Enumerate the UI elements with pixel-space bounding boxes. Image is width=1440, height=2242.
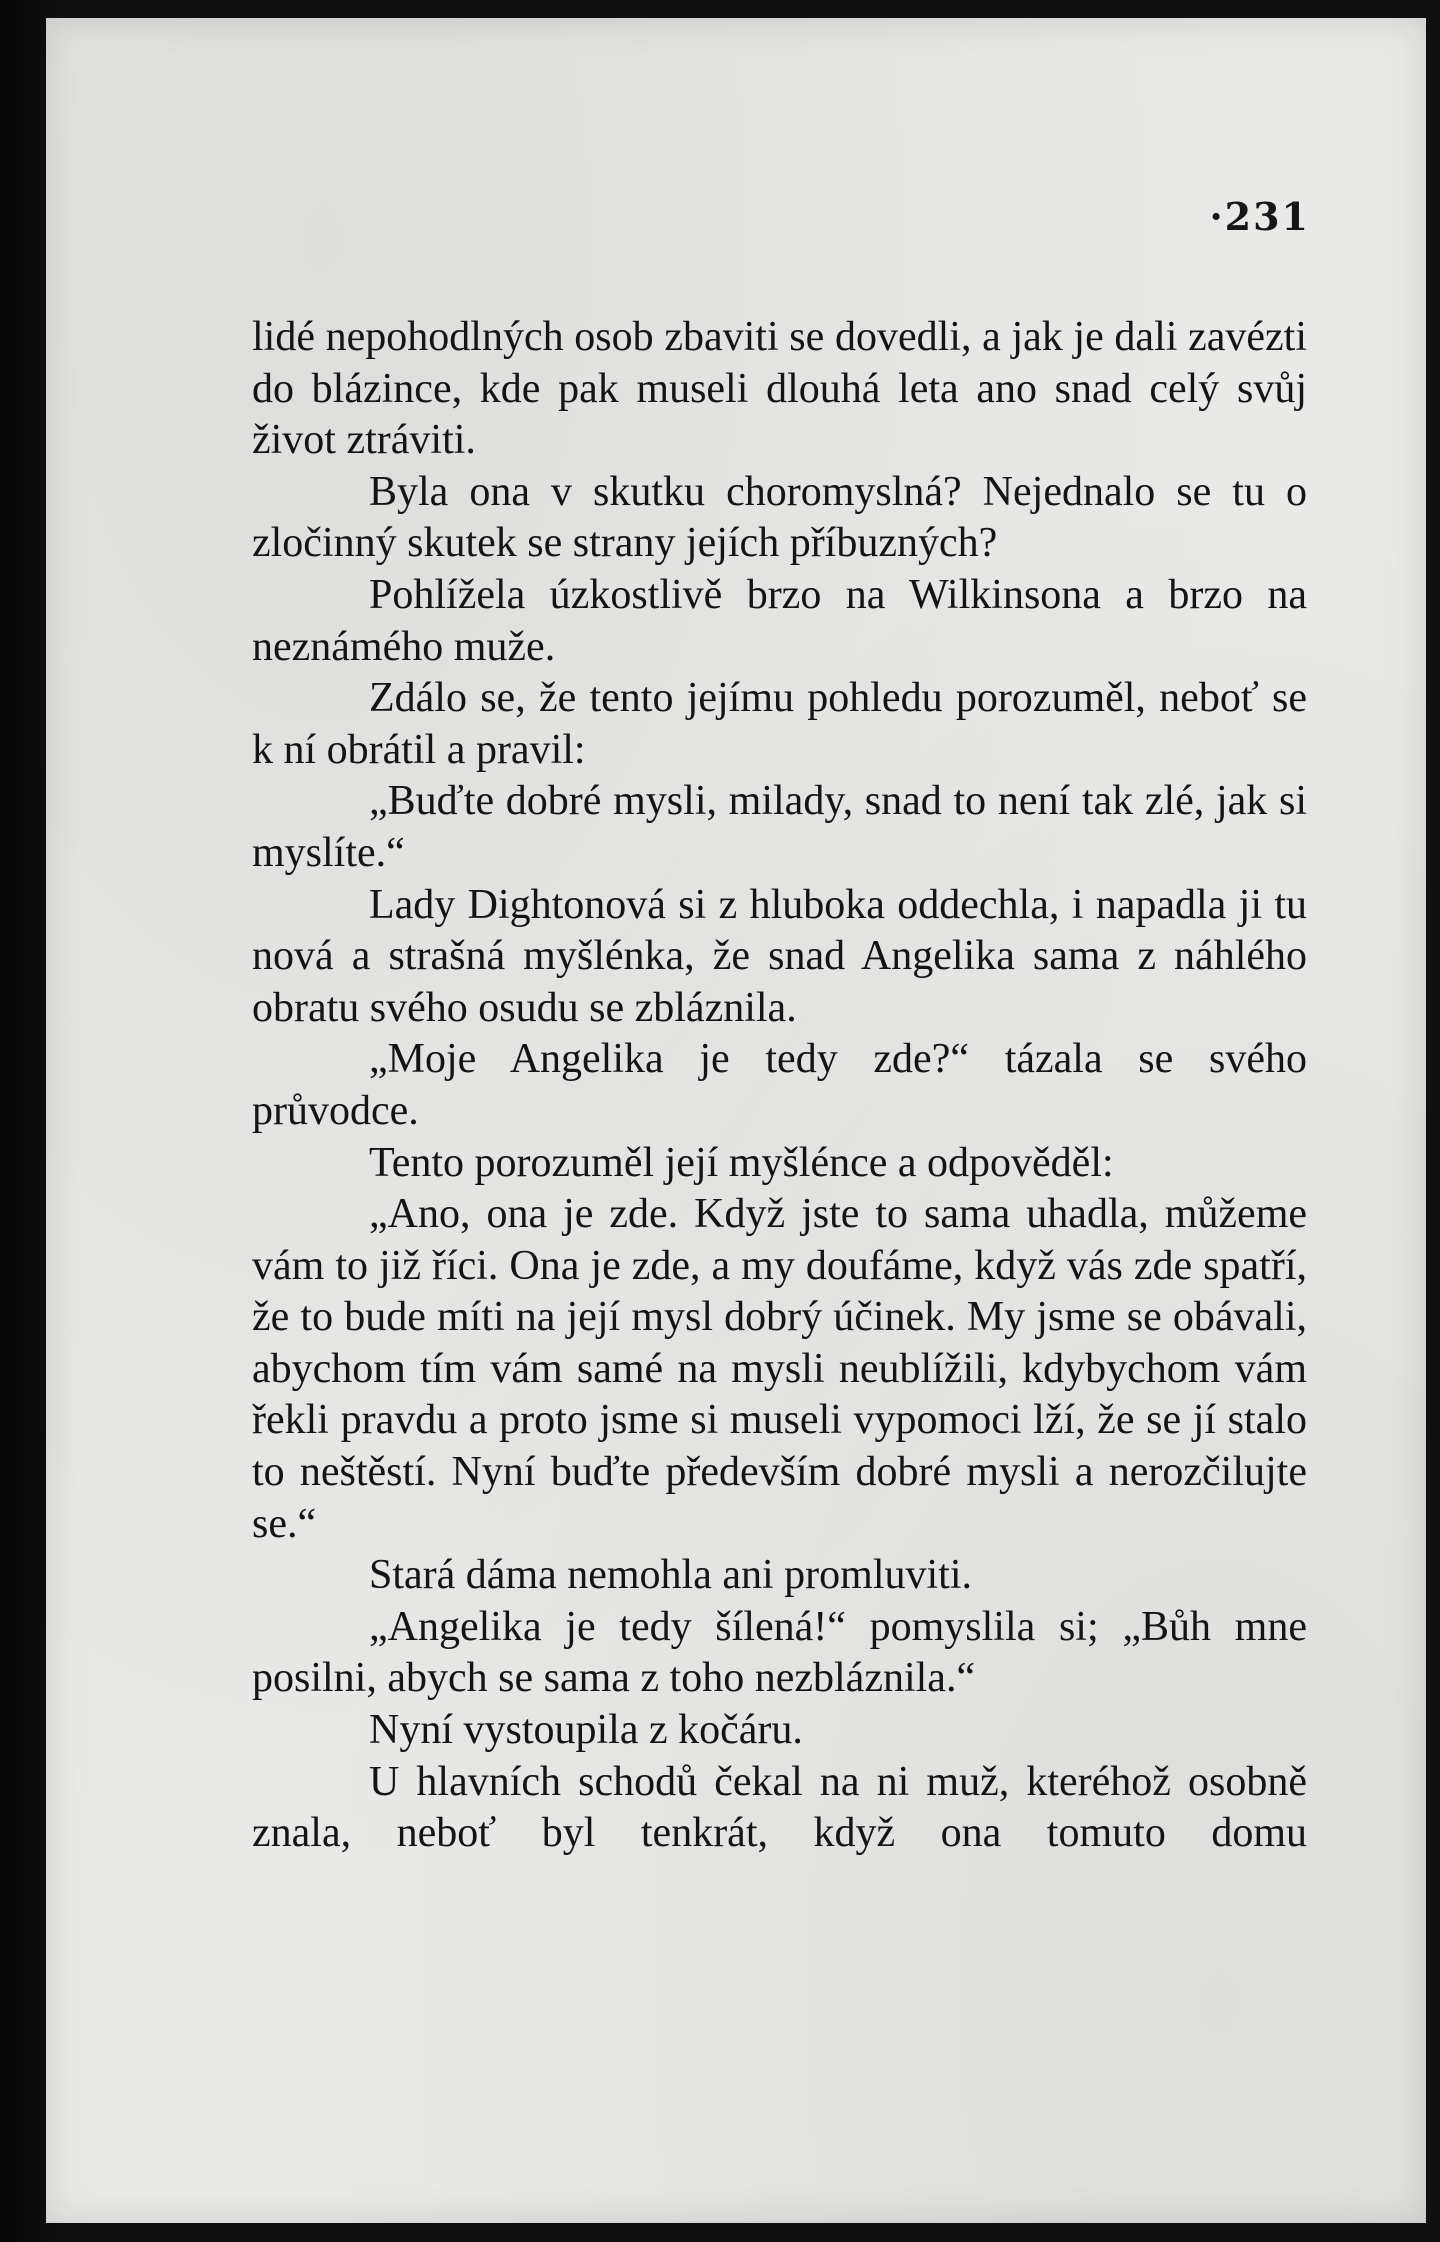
paragraph: „Angelika je tedy šílená!“ pomyslila si; „Bůh mne posilni, abych se sama z toho nezbláznila.“ (252, 1603, 1307, 1702)
paragraph: Pohlížela úzkostlivě brzo na Wilkinsona a brzo na neznámého muže. (252, 571, 1307, 670)
paragraph: Tento porozuměl její myšlénce a odpověděl: (369, 1139, 1114, 1186)
paragraph: Byla ona v skutku choromyslná? Nejednalo se tu o zločinný skutek se strany jejích příbuzných? (252, 468, 1307, 567)
page-number: ·231 (1209, 194, 1310, 239)
paragraph: Nyní vystoupila z kočáru. (369, 1707, 803, 1754)
paragraph: „Moje Angelika je tedy zde?“ tázala se svého průvodce. (252, 1036, 1307, 1134)
paragraph: U hlavních schodů čekal na ni muž, kteréhož osobně znala, neboť byl tenkrát, když ona tomuto domu (252, 1758, 1307, 1857)
paragraph: lidé nepohodlných osob zbaviti se dovedli, a jak je dali zavézti do blázince, kde pak museli dlouhá leta ano snad celý svůj život ztráviti. (252, 314, 1307, 464)
paragraph: „Buďte dobré mysli, milady, snad to není tak zlé, jak si myslíte.“ (252, 778, 1307, 876)
paragraph: Zdálo se, že tento jejímu pohledu porozuměl, neboť se k ní obrátil a pravil: (252, 675, 1307, 773)
paragraph: Stará dáma nemohla ani promluviti. (369, 1552, 973, 1599)
body-text (252, 312, 1307, 1860)
paragraph: Lady Dightonová si z hluboka oddechla, i napadla ji tu nová a strašná myšlénka, že snad Angelika sama z náhlého obratu svého osudu se zbláznila. (252, 881, 1307, 1031)
book-page (46, 18, 1426, 2223)
paragraph: „Ano, ona je zde. Když jste to sama uhadla, můžeme vám to již říci. Ona je zde, a my doufáme, když vás zde spatří, že to bude míti na její mysl dobrý účinek. My jsme se obávali, abychom tím vám samé na mysli neublížili, kdybychom vám řekli pravdu a proto jsme si museli vypomoci lží, že se jí stalo to neštěstí. Nyní buďte především dobré mysli a nerozčilujte se.“ (252, 1191, 1307, 1547)
